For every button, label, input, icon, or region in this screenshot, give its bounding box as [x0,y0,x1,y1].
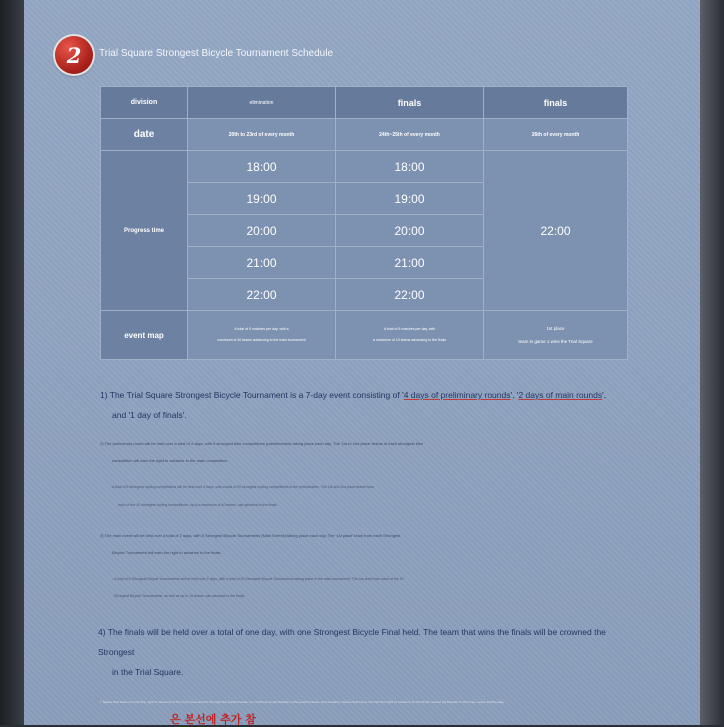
event-map-text: A total of 5 matches per day, with a [234,327,289,331]
section-title: Trial Square Strongest Bicycle Tournament Schedule [99,48,334,59]
note-2: 2) The preliminary round will be held over a total of 4 days, with 5 strongest bike competitions (preliminaries) taking place each day. The '1st to 2nd place' teams of each strongest bike [100,441,424,446]
event-map-label: event map [101,311,188,360]
note-text: ', [602,390,607,400]
event-map-text: team in game 1 wins the Trial Square [518,339,593,344]
note-3-sub: - A total of 5 Strongest Bicycle Tournaments will be held over 2 days, with a total of 10 Strongest Bicycle Tournaments taking place in the main tournament. The top team from each of the 10 [112,577,404,581]
note-text: 1) The Trial Square Strongest Bicycle Tournament is a 7-day event consisting of ' [100,390,404,400]
time-cell: 19:00 [188,183,336,215]
time-cell: 22:00 [188,279,336,311]
event-map-text: maximum of 40 teams advancing to the main tournament [217,338,306,342]
time-cell: 22:00 [336,279,484,311]
frame-right [700,0,724,725]
date-elimination: 20th to 23rd of every month [188,119,336,151]
note-2-sub: - A total of 5 strongest cycling competitions will be held over 4 days, with a total of 20 strongest cycling competitions in the preliminaries. The 1st and 2nd place teams from [110,485,374,489]
note-1-cont: and '1 day of finals'. [112,410,187,420]
note-underline: 4 days of preliminary rounds [403,390,511,400]
time-cell: 21:00 [188,247,336,279]
progress-time-label: Progress time [101,151,188,311]
event-map-text: a maximum of 10 teams advancing to the finals [372,338,447,342]
event-map-main [336,311,484,360]
time-cell: 18:00 [188,151,336,183]
time-cell: 19:00 [336,183,484,215]
note-3: 3) The main event will be held over a total of 2 days, with 5 Strongest Bicycle Tournaments (Main Events) taking place each day. The '1st place' team from each Strongest [100,533,401,538]
note-1 [100,385,640,405]
note-text: ', ' [510,390,519,400]
note-2-sub-cont: each of the 20 strongest cycling competitions, up to a maximum of 40 teams, can advance to the finals. [118,503,278,507]
event-map-text: 1st place [546,326,565,331]
note-2-cont: competition will earn the right to advance to the main competition. [112,458,229,463]
notes-section [100,385,640,682]
note-4-cont: in the Trial Square. [112,667,184,677]
time-cell: 18:00 [336,151,484,183]
date-finals: 26th of every month [484,119,628,151]
col-header-finals: finals [484,87,628,119]
note-4: 4) The finals will be held over a total of one day, with one Strongest Bicycle Final held. The team that wins the finals will be crowned the Strongest [98,627,606,657]
footnote: * Teams that have not had the right to advance to the main tournament through the preliminaries can continue to participate in the preliminaries, and similarly, teams that have not had the right to advance to the finals cannot participate in the main event additionally. [100,700,505,704]
korean-fragment: 은 본선에 추가 참 [170,713,256,726]
time-cell: 20:00 [188,215,336,247]
time-cell: 21:00 [336,247,484,279]
division-label: division [101,87,188,119]
note-underline: 2 days of main rounds [518,390,603,400]
date-label: date [101,119,188,151]
schedule-table [100,86,628,360]
section-number-badge: 2 [55,36,93,74]
date-main: 24th~25th of every month [336,119,484,151]
event-map-finals [484,311,628,360]
note-3-cont: Bicycle Tournament will earn the right to advance to the finals. [112,550,222,555]
finals-time: 22:00 [484,151,628,311]
col-header-main: finals [336,87,484,119]
col-header-elimination: elimination [188,87,336,119]
note-3-sub-cont: Strongest Bicycle Tournaments, as well as up to 10 teams, can advance to the finals. [114,594,246,598]
event-map-elimination [188,311,336,360]
time-cell: 20:00 [336,215,484,247]
frame-left [0,0,24,725]
event-map-text: A total of 5 matches per day, with [383,327,436,331]
